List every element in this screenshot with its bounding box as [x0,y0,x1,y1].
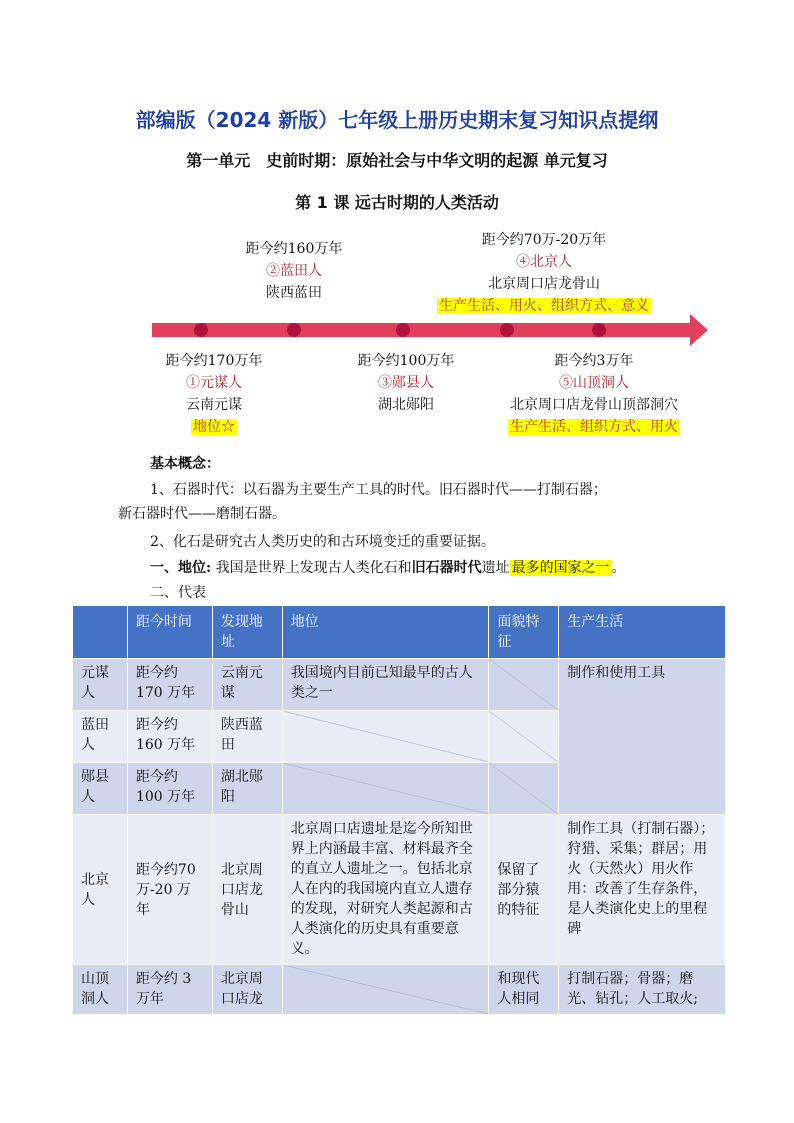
cell-life-merged: 制作和使用工具 [559,659,726,815]
concept-1-line-1: 1、石器时代：以石器为主要生产工具的时代。旧石器时代——打制石器； [150,482,607,498]
cell-time: 距今约 3 万年 [127,965,212,1015]
lantian-place: 陕西蓝田 [266,285,322,301]
lantian-time: 距今约160万年 [245,241,343,257]
cell-status-empty [282,711,489,763]
cell-place: 湖北郧阳 [212,763,282,815]
timeline-dot-shanding [592,323,606,337]
concepts-heading: 基本概念： [150,456,220,472]
table-header-row [73,606,726,659]
timeline-dot-lantian [287,323,301,337]
yuanmou-time: 距今约170万年 [165,353,263,369]
table-row [73,965,726,1015]
table-header [73,606,128,659]
unit-title: 第一单元 史前时期：原始社会与中华文明的起源 单元复习 [186,151,608,170]
shanding-time: 距今约3万年 [554,353,634,369]
cell-place: 云南元谋 [212,659,282,711]
cell-name: 蓝田人 [73,711,128,763]
cell-time: 距今约 100 万年 [127,763,212,815]
beijing-note: 生产生活、用火、组织方式、意义 [439,298,649,314]
timeline-label-shanding [484,350,704,438]
cell-life: 制作工具（打制石器）；狩猎、采集；群居；用火（天然火）用火作用：改善了生存条件，是人类演化史上的里程碑 [559,815,726,965]
cell-status: 我国境内目前已知最早的古人类之一 [282,659,489,711]
cell-status-empty [282,965,489,1015]
cell-feature-empty [489,763,559,815]
concept-1-line-2: 新石器时代——磨制石器。 [118,506,286,522]
cell-name: 北京人 [73,815,128,965]
cell-place: 陕西蓝田 [212,711,282,763]
cell-name: 郧县人 [73,763,128,815]
table-header: 面貌特征 [489,606,559,659]
beijing-time: 距今约70万-20万年 [481,232,607,248]
yuanmou-note: 地位☆ [193,419,235,435]
cell-time: 距今约 170 万年 [127,659,212,711]
cell-feature: 和现代人相同 [489,965,559,1015]
table-header: 地位 [282,606,489,659]
beijing-name: ④北京人 [516,254,572,270]
timeline-arrow-head [690,314,708,346]
timeline-bar [152,323,692,337]
table-row [73,815,726,965]
cell-place: 北京周口店龙 [212,965,282,1015]
beijing-place: 北京周口店龙骨山 [488,276,600,292]
cell-name: 元谋人 [73,659,128,711]
timeline [0,0,794,450]
cell-place: 北京周口店龙骨山 [212,815,282,965]
document-title: 部编版（2024 新版）七年级上册历史期末复习知识点提纲 [135,108,659,132]
timeline-label-beijing [424,229,664,317]
yuanmou-place: 云南元谋 [186,397,242,413]
timeline-dot-yuanmou [194,323,208,337]
cell-feature-empty [489,659,559,711]
hominin-table [72,605,726,1015]
cell-life: 打制石器；骨器；磨光、钻孔；人工取火; [559,965,726,1015]
lesson-title: 第 1 课 远古时期的人类活动 [295,193,499,212]
yunxian-name: ③郧县人 [378,375,434,391]
cell-status: 北京周口店遗址是迄今所知世界上内涵最丰富、材料最齐全的直立人遗址之一。包括北京人在内的我国境内直立人遗存的发现，对研究人类起源和古人类演化的历史具有重要意义。 [282,815,489,965]
cell-name: 山顶洞人 [73,965,128,1015]
cell-time: 距今约 160 万年 [127,711,212,763]
table-header: 生产生活 [559,606,726,659]
table-header: 发现地址 [212,606,282,659]
timeline-dot-yunxian [396,323,410,337]
table-header: 距今时间 [127,606,212,659]
cell-feature: 保留了部分猿的特征 [489,815,559,965]
shanding-note: 生产生活、组织方式、用火 [510,419,678,435]
cell-feature-empty [489,711,559,763]
lantian-name: ②蓝田人 [266,263,322,279]
table-row [73,659,726,711]
concept-2: 2、化石是研究古人类历史的和古环境变迁的重要证据。 [150,534,495,550]
cell-status-empty [282,763,489,815]
yuanmou-name: ①元谋人 [186,375,242,391]
timeline-label-yunxian [326,350,486,416]
yunxian-place: 湖北郧阳 [378,397,434,413]
timeline-dot-beijing [500,323,514,337]
timeline-label-lantian [214,238,374,304]
concept-representatives: 二、代表 [150,585,206,601]
timeline-label-yuanmou [134,350,294,438]
shanding-place: 北京周口店龙骨山顶部洞穴 [510,397,678,413]
cell-time: 距今约70 万-20 万年 [127,815,212,965]
shanding-name: ⑤山顶洞人 [559,375,629,391]
concept-status: 一、地位: 我国是世界上发现古人类化石和旧石器时代遗址 最多的国家之一 。 [150,560,626,576]
yunxian-time: 距今约100万年 [357,353,455,369]
